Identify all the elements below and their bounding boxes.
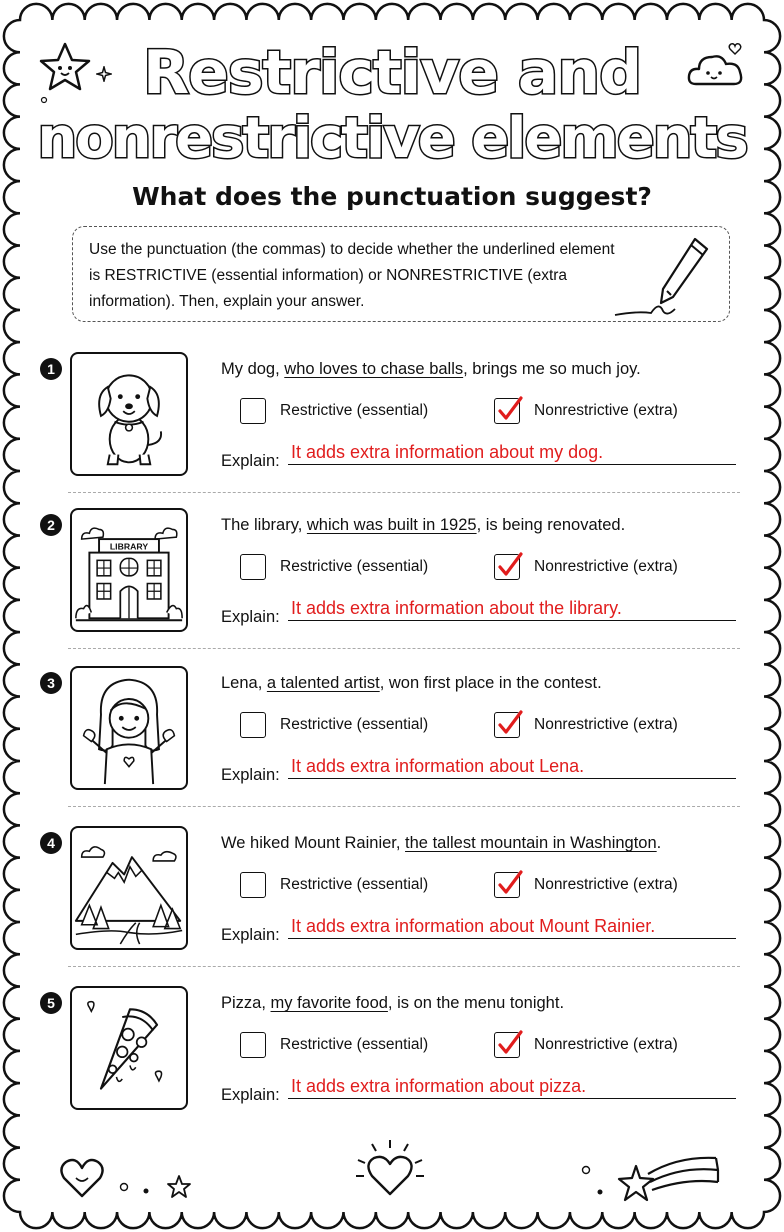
sentence-end: , brings me so much joy. (463, 360, 641, 378)
answer-line[interactable] (288, 464, 736, 465)
answer-text[interactable]: It adds extra information about pizza. (291, 1076, 587, 1096)
nonrestrictive-keyword: NONRESTRICTIVE (386, 267, 524, 284)
nonrestrictive-option-label: Nonrestrictive (extra) (534, 558, 678, 575)
nonrestrictive-option-label: Nonrestrictive (extra) (534, 876, 678, 893)
question-number-badge: 5 (40, 992, 62, 1014)
question-picture (70, 986, 188, 1110)
question-sentence (221, 516, 625, 535)
underlined-element: the tallest mountain in Washington (405, 834, 657, 852)
red-checkmark-icon (494, 396, 524, 426)
question-sentence (221, 834, 661, 853)
sentence-end: , is on the menu tonight. (387, 994, 565, 1012)
girl-icon (72, 668, 186, 788)
nonrestrictive-checkbox[interactable] (494, 398, 520, 424)
glowing-heart-icon (350, 1136, 430, 1202)
question-5 (0, 986, 784, 1136)
question-picture (70, 666, 188, 790)
restrictive-checkbox[interactable] (240, 554, 266, 580)
question-picture (70, 352, 188, 476)
question-4 (0, 826, 784, 976)
answer-text[interactable]: It adds extra information about Mount Rainier. (291, 916, 656, 936)
small-star-icon (166, 1174, 192, 1200)
instructions-text (89, 237, 629, 315)
question-3 (0, 666, 784, 816)
explain-label: Explain: (221, 452, 280, 470)
restrictive-option-label: Restrictive (essential) (280, 1036, 429, 1053)
restrictive-option-label: Restrictive (essential) (280, 716, 429, 733)
restrictive-checkbox[interactable] (240, 872, 266, 898)
question-sentence (221, 674, 602, 693)
question-sentence (221, 360, 641, 379)
answer-text[interactable]: It adds extra information about the library. (291, 598, 622, 618)
red-checkmark-icon (494, 870, 524, 900)
nonrestrictive-option-label: Nonrestrictive (extra) (534, 716, 678, 733)
sentence-start: Pizza, (221, 994, 271, 1012)
nonrestrictive-checkbox[interactable] (494, 872, 520, 898)
nonrestrictive-checkbox[interactable] (494, 712, 520, 738)
red-checkmark-icon (494, 710, 524, 740)
pizza-icon (72, 988, 186, 1108)
question-sentence (221, 994, 564, 1013)
instructions-part-3: (extra information). Then, explain your answer. (89, 267, 568, 310)
question-divider (68, 648, 740, 649)
instructions-part-2: (essential information) or (206, 267, 387, 284)
sentence-start: My dog, (221, 360, 285, 378)
sentence-end: , is being renovated. (476, 516, 626, 534)
question-number-badge: 2 (40, 514, 62, 536)
restrictive-checkbox[interactable] (240, 712, 266, 738)
sentence-start: The library, (221, 516, 307, 534)
dog-icon (72, 354, 186, 474)
answer-text[interactable]: It adds extra information about Lena. (291, 756, 585, 776)
explain-label: Explain: (221, 766, 280, 784)
mountain-icon (72, 828, 186, 948)
library-icon (72, 510, 186, 630)
underlined-element: a talented artist (266, 674, 380, 692)
question-divider (68, 492, 740, 493)
nonrestrictive-option-label: Nonrestrictive (extra) (534, 1036, 678, 1053)
answer-line[interactable] (288, 1098, 736, 1099)
underlined-element: which was built in 1925 (306, 516, 477, 534)
restrictive-checkbox[interactable] (240, 398, 266, 424)
restrictive-checkbox[interactable] (240, 1032, 266, 1058)
title-line-2: nonrestrictive elements (37, 106, 747, 171)
restrictive-option-label: Restrictive (essential) (280, 402, 429, 419)
sentence-end: , won first place in the contest. (379, 674, 602, 692)
answer-line[interactable] (288, 778, 736, 779)
underlined-element: who loves to chase balls (284, 360, 464, 378)
explain-label: Explain: (221, 1086, 280, 1104)
sentence-start: We hiked Mount Rainier, (221, 834, 406, 852)
underlined-element: my favorite food (270, 994, 388, 1012)
shooting-star-icon (578, 1148, 728, 1206)
nonrestrictive-option-label: Nonrestrictive (extra) (534, 402, 678, 419)
sentence-start: Lena, (221, 674, 267, 692)
question-picture (70, 826, 188, 950)
restrictive-keyword: RESTRICTIVE (104, 267, 207, 284)
question-2 (0, 508, 784, 658)
instructions-box (72, 226, 730, 322)
instructions-part-1: Use the punctuation (the commas) to decide whether the underlined element is (89, 241, 615, 284)
question-number-badge: 4 (40, 832, 62, 854)
subtitle: What does the punctuation suggest? (132, 182, 652, 211)
question-divider (68, 806, 740, 807)
heart-face-icon (58, 1156, 106, 1200)
answer-line[interactable] (288, 620, 736, 621)
answer-text[interactable]: It adds extra information about my dog. (291, 442, 604, 462)
question-number-badge: 1 (40, 358, 62, 380)
answer-line[interactable] (288, 938, 736, 939)
red-checkmark-icon (494, 552, 524, 582)
explain-label: Explain: (221, 926, 280, 944)
explain-label: Explain: (221, 608, 280, 626)
pencil-icon (607, 231, 725, 319)
restrictive-option-label: Restrictive (essential) (280, 876, 429, 893)
restrictive-option-label: Restrictive (essential) (280, 558, 429, 575)
dots-icon (118, 1178, 158, 1198)
library-sign-label: LIBRARY (109, 541, 149, 552)
question-number-badge: 3 (40, 672, 62, 694)
question-picture (70, 508, 188, 632)
question-1 (0, 352, 784, 502)
title-line-1: Restrictive and (142, 38, 642, 108)
nonrestrictive-checkbox[interactable] (494, 554, 520, 580)
nonrestrictive-checkbox[interactable] (494, 1032, 520, 1058)
red-checkmark-icon (494, 1030, 524, 1060)
sentence-end: . (656, 834, 662, 852)
question-divider (68, 966, 740, 967)
